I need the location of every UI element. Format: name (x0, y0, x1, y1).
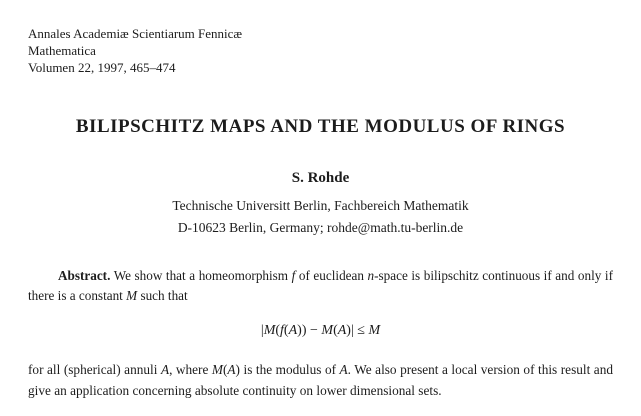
text-run: , where (169, 362, 212, 377)
math-symbol: f (291, 268, 296, 283)
text-run: is the modulus of (239, 362, 340, 377)
text-run: ) (235, 362, 240, 377)
math-symbol: A (339, 362, 348, 377)
text-run: | (260, 323, 264, 338)
paper-title: BILIPSCHITZ MAPS AND THE MODULUS OF RINGS (75, 116, 566, 137)
text-run: We show that a homeomorphism (110, 268, 292, 283)
text-run: of euclidean (295, 268, 368, 283)
journal-volume-line: Volumen 22, 1997, 465–474 (28, 60, 176, 75)
text-run: )) − (297, 323, 322, 338)
math-symbol: A (288, 323, 298, 338)
text-run: )| ≤ (346, 323, 369, 338)
text-run: -space is bilipschitz continuous if and only if there is a constant (28, 268, 613, 303)
journal-series: Mathematica (28, 43, 96, 58)
author-name: S. Rohde (291, 170, 350, 186)
abstract-text (28, 268, 613, 303)
math-symbol: M (126, 288, 138, 303)
math-symbol: f (280, 323, 284, 338)
text-run: such that (137, 288, 188, 303)
text-run: ( (275, 323, 281, 338)
math-symbol: A (337, 323, 347, 338)
journal-header (28, 25, 613, 76)
math-symbol: A (227, 362, 236, 377)
math-symbol: M (368, 323, 381, 338)
affiliation-line-2: D-10623 Berlin, Germany; rohde@math.tu-berlin.de (177, 220, 464, 235)
text-run: ( (222, 362, 228, 377)
abstract-paragraph (28, 266, 613, 306)
affiliation-line-1: Technische Universitt Berlin, Fachbereich Mathematik (172, 198, 469, 213)
displayed-formula (28, 323, 613, 339)
text-run: . We also present a local version of this result and give an application concerning absolute continuity on lower dimensional sets. (28, 362, 613, 398)
text-run: for all (spherical) annuli (28, 362, 161, 377)
affiliation-block (28, 195, 613, 239)
math-symbol: n (367, 268, 375, 283)
math-symbol: M (263, 323, 276, 338)
math-symbol: M (211, 362, 223, 377)
text-run: ( (283, 323, 289, 338)
text-run: ( (333, 323, 338, 338)
math-symbol: A (160, 362, 170, 377)
math-symbol: M (321, 323, 334, 338)
closing-paragraph (28, 359, 613, 401)
abstract-label: Abstract. (58, 268, 111, 283)
journal-name: Annales Academiæ Scientiarum Fennicæ (28, 26, 243, 41)
